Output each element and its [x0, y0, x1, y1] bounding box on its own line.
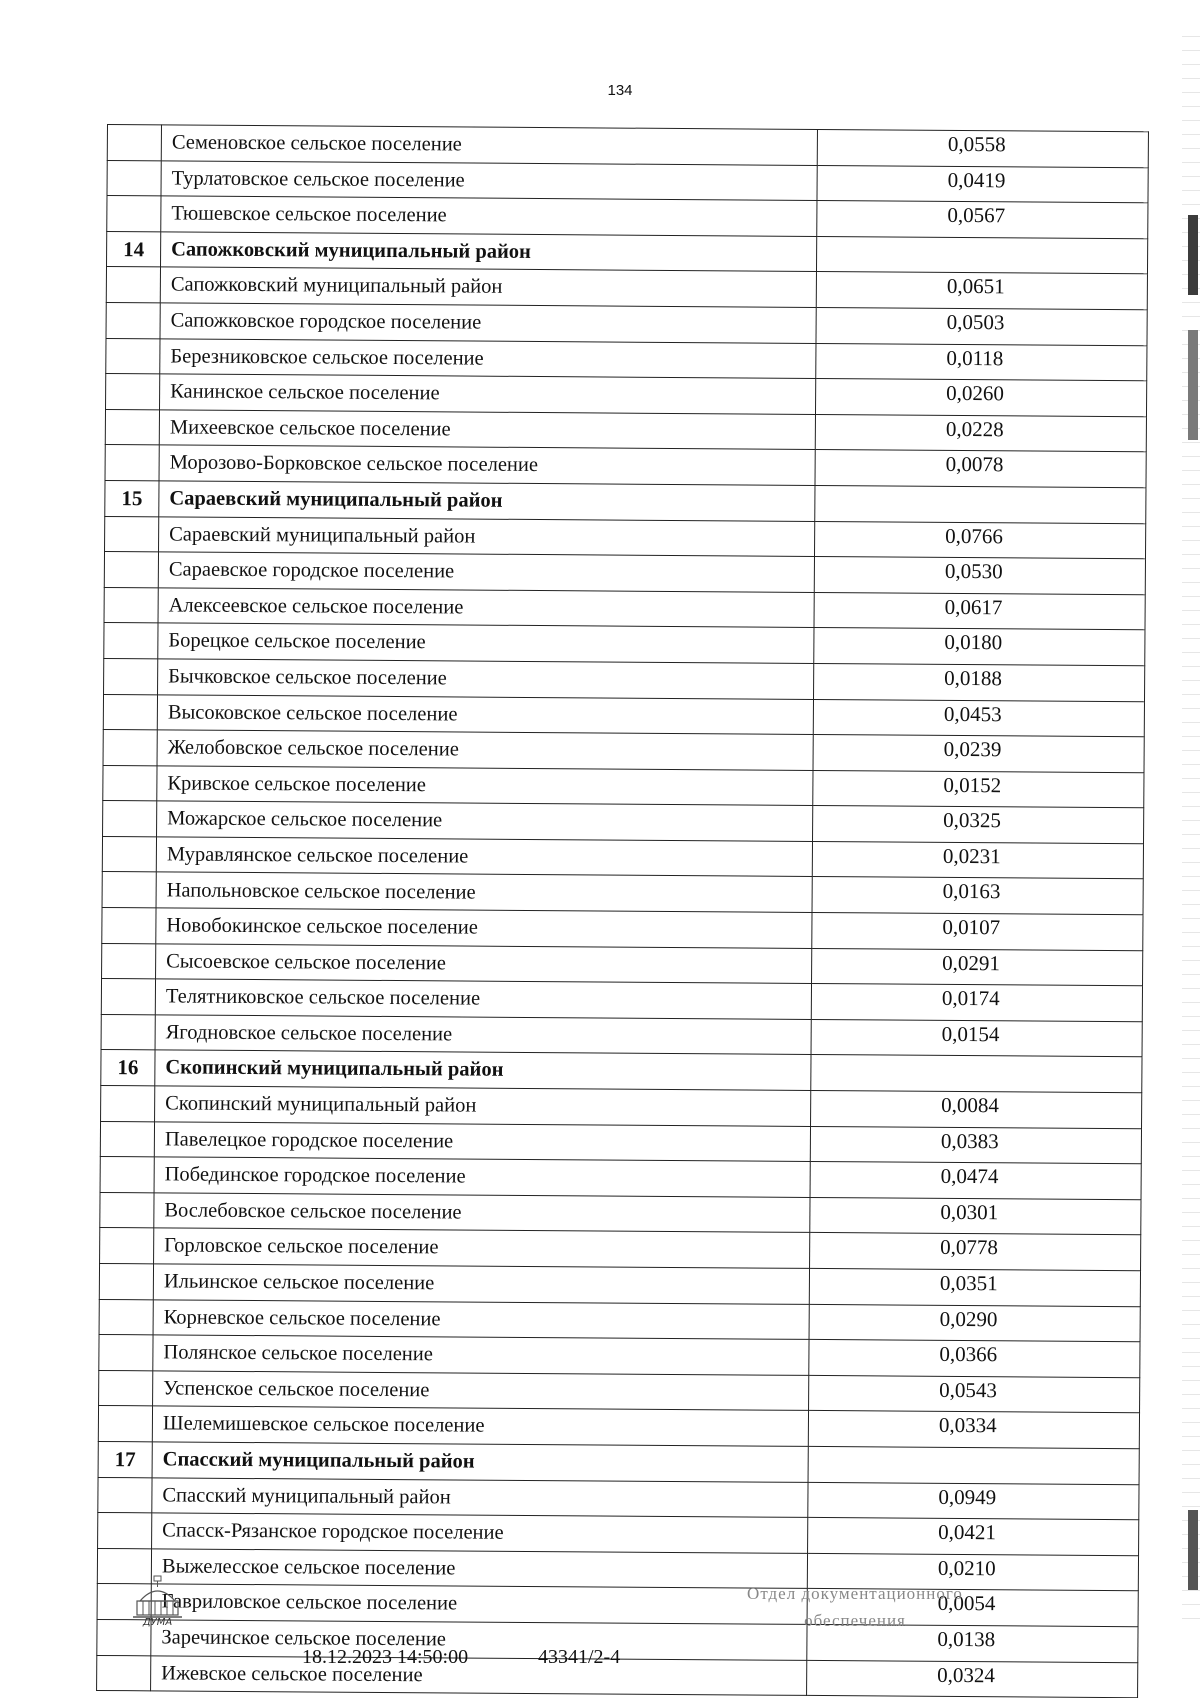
row-value	[808, 1446, 1139, 1484]
row-number	[102, 908, 156, 944]
row-name: Выжелесское сельское поселение	[151, 1549, 807, 1589]
row-value: 0,0324	[807, 1660, 1138, 1698]
row-number	[106, 302, 160, 338]
row-number	[101, 1086, 155, 1122]
row-name: Побединское городское поселение	[154, 1157, 810, 1197]
row-name: Высоковское сельское поселение	[157, 694, 813, 734]
row-name: Напольновское сельское поселение	[156, 872, 812, 912]
row-name: Муравлянское сельское поселение	[156, 837, 812, 877]
row-value: 0,0453	[813, 699, 1144, 737]
department-stamp	[705, 1580, 1005, 1634]
row-name: Ижевское сельское поселение	[151, 1655, 807, 1695]
row-value: 0,0530	[814, 557, 1145, 595]
row-value: 0,0078	[815, 450, 1146, 488]
row-value: 0,0503	[816, 307, 1147, 345]
row-value	[811, 1055, 1142, 1093]
row-number: 14	[107, 231, 161, 267]
row-name: Борецкое сельское поселение	[158, 623, 814, 663]
row-name: Сараевский муниципальный район	[159, 516, 815, 556]
row-name: Тюшевское сельское поселение	[161, 196, 817, 236]
row-name: Гавриловское сельское поселение	[151, 1584, 807, 1624]
row-number	[98, 1477, 152, 1513]
row-number	[101, 1014, 155, 1050]
row-value: 0,0231	[812, 841, 1143, 879]
row-name: Вослебовское сельское поселение	[154, 1193, 810, 1233]
row-number	[102, 943, 156, 979]
row-value: 0,0054	[807, 1589, 1138, 1627]
row-value: 0,0174	[811, 984, 1142, 1022]
row-value	[816, 236, 1147, 274]
row-number	[102, 872, 156, 908]
scan-edge-artifact	[1182, 30, 1200, 1630]
row-name: Турлатовское сельское поселение	[161, 160, 817, 200]
row-number	[99, 1299, 153, 1335]
row-value: 0,0301	[810, 1197, 1141, 1235]
duma-building-icon	[130, 1575, 185, 1620]
row-number	[107, 125, 161, 161]
row-name: Михеевское сельское поселение	[159, 410, 815, 450]
row-name: Новобокинское сельское поселение	[156, 908, 812, 948]
row-value: 0,0949	[808, 1482, 1139, 1520]
row-value: 0,0766	[814, 521, 1145, 559]
row-name: Сысоевское сельское поселение	[156, 944, 812, 984]
row-number	[100, 1157, 154, 1193]
row-number	[107, 196, 161, 232]
row-value: 0,0617	[814, 592, 1145, 630]
row-name: Сараевское городское поселение	[158, 552, 814, 592]
row-value: 0,0778	[810, 1233, 1141, 1271]
row-value: 0,0474	[810, 1162, 1141, 1200]
row-name: Заречинское сельское поселение	[151, 1620, 807, 1660]
row-name: Ягодновское сельское поселение	[155, 1015, 811, 1055]
row-value: 0,0291	[812, 948, 1143, 986]
row-number	[106, 267, 160, 303]
row-number	[99, 1335, 153, 1371]
row-number: 16	[101, 1050, 155, 1086]
row-name: Сапожковское городское поселение	[160, 303, 816, 343]
row-value: 0,0558	[817, 129, 1148, 167]
footer-doc-id: 43341/2-4	[538, 1646, 621, 1668]
row-name: Спасск-Рязанское городское поселение	[152, 1513, 808, 1553]
row-name: Спасский муниципальный район	[152, 1442, 808, 1482]
row-name: Полянское сельское поселение	[153, 1335, 809, 1375]
row-name: Ильинское сельское поселение	[153, 1264, 809, 1304]
footer-date: 18.12.2023 14:50:00	[302, 1646, 469, 1668]
row-name: Скопинский муниципальный район	[155, 1086, 811, 1126]
row-name: Сапожковский муниципальный район	[161, 232, 817, 272]
row-name: Шелемишевское сельское поселение	[152, 1406, 808, 1446]
row-number	[103, 730, 157, 766]
stamp-line-1: Отдел документационного	[747, 1584, 963, 1603]
row-value: 0,0651	[816, 272, 1147, 310]
row-value: 0,0228	[815, 414, 1146, 452]
row-value: 0,0210	[807, 1553, 1138, 1591]
row-value: 0,0118	[816, 343, 1147, 381]
row-name: Спасский муниципальный район	[152, 1477, 808, 1517]
row-name: Желобовское сельское поселение	[157, 730, 813, 770]
row-number	[104, 552, 158, 588]
row-number	[99, 1263, 153, 1299]
row-number	[104, 658, 158, 694]
row-number	[100, 1228, 154, 1264]
row-name: Горловское сельское поселение	[154, 1228, 810, 1268]
row-number	[106, 338, 160, 374]
row-name: Сапожковский муниципальный район	[160, 267, 816, 307]
row-value: 0,0325	[813, 806, 1144, 844]
row-number: 17	[98, 1441, 152, 1477]
row-value: 0,0290	[809, 1304, 1140, 1342]
row-number	[103, 801, 157, 837]
row-value: 0,0188	[814, 663, 1145, 701]
row-number	[104, 623, 158, 659]
row-name: Кривское сельское поселение	[157, 766, 813, 806]
row-value: 0,0152	[813, 770, 1144, 808]
row-value: 0,0334	[808, 1411, 1139, 1449]
row-number	[100, 1192, 154, 1228]
row-name: Можарское сельское поселение	[157, 801, 813, 841]
row-number	[107, 160, 161, 196]
row-value: 0,0107	[812, 913, 1143, 951]
row-number	[103, 765, 157, 801]
row-value: 0,0239	[813, 735, 1144, 773]
row-name: Канинское сельское поселение	[160, 374, 816, 414]
row-number: 15	[105, 480, 159, 516]
row-value: 0,0421	[808, 1518, 1139, 1556]
row-name: Корневское сельское поселение	[153, 1299, 809, 1339]
row-value: 0,0351	[809, 1268, 1140, 1306]
row-value	[815, 485, 1146, 523]
coefficients-table	[96, 124, 1149, 1698]
row-value: 0,0543	[809, 1375, 1140, 1413]
row-name: Телятниковское сельское поселение	[155, 979, 811, 1019]
row-name: Бычковское сельское поселение	[158, 659, 814, 699]
row-value: 0,0180	[814, 628, 1145, 666]
row-number	[102, 836, 156, 872]
row-name: Алексеевское сельское поселение	[158, 588, 814, 628]
row-name: Морозово-Борковское сельское поселение	[159, 445, 815, 485]
row-value: 0,0154	[811, 1019, 1142, 1057]
row-value: 0,0383	[810, 1126, 1141, 1164]
row-name: Павелецкое городское поселение	[154, 1121, 810, 1161]
row-name: Березниковское сельское поселение	[160, 338, 816, 378]
row-value: 0,0084	[811, 1090, 1142, 1128]
row-value: 0,0260	[815, 379, 1146, 417]
row-name: Скопинский муниципальный район	[155, 1050, 811, 1090]
stamp-line-2: обеспечения	[804, 1611, 906, 1630]
duma-logo	[130, 1575, 185, 1635]
row-number	[105, 516, 159, 552]
row-number	[106, 374, 160, 410]
row-name: Успенское сельское поселение	[153, 1371, 809, 1411]
logo-text: ДУМА	[142, 1617, 173, 1628]
row-value: 0,0419	[817, 165, 1148, 203]
row-number	[97, 1655, 151, 1691]
row-number	[101, 979, 155, 1015]
row-number	[103, 694, 157, 730]
table-body	[97, 125, 1149, 1698]
row-number	[98, 1513, 152, 1549]
row-value: 0,0366	[809, 1340, 1140, 1378]
row-value: 0,0567	[817, 201, 1148, 239]
row-number	[100, 1121, 154, 1157]
row-value: 0,0138	[807, 1624, 1138, 1662]
row-name: Семеновское сельское поселение	[161, 125, 817, 165]
row-number	[105, 409, 159, 445]
row-number	[99, 1370, 153, 1406]
row-value: 0,0163	[812, 877, 1143, 915]
page-number: 134	[607, 82, 633, 99]
row-name: Сараевский муниципальный район	[159, 481, 815, 521]
row-number	[105, 445, 159, 481]
row-number	[104, 587, 158, 623]
row-number	[98, 1406, 152, 1442]
